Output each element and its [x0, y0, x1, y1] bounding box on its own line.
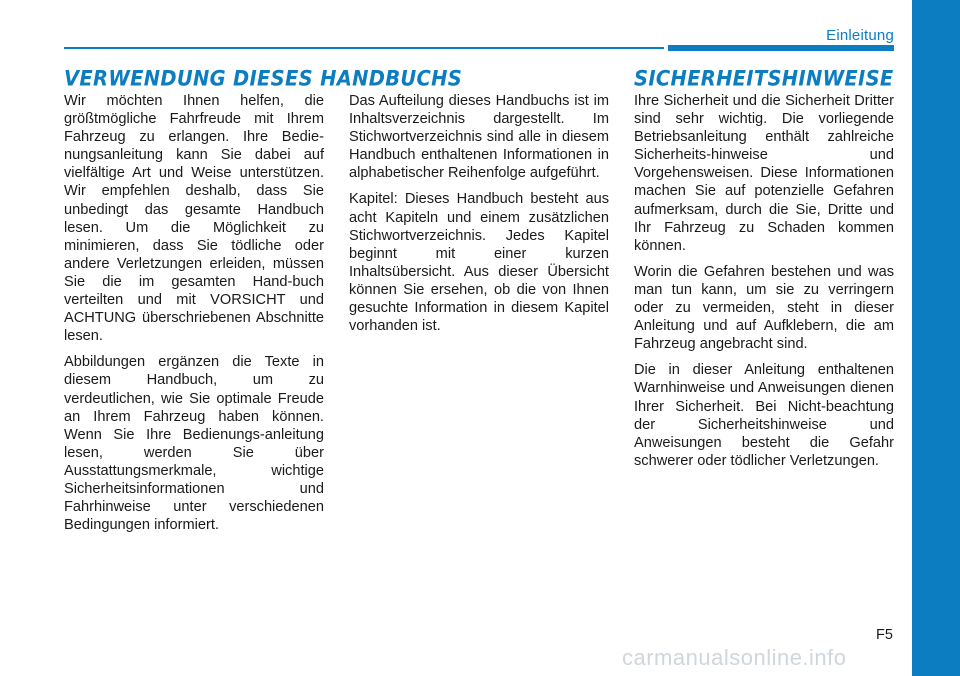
heading-sicherheitshinweise: SICHERHEITSHINWEISE — [634, 66, 894, 91]
header-rule-accent — [668, 45, 894, 51]
paragraph: Worin die Gefahren bestehen und was man tun kann, um sie zu verringern oder zu vermeiden, steht in dieser Anleitung und auf Aufklebern, die am Fahrzeug angebracht sind. — [634, 263, 894, 353]
header-rule — [64, 47, 664, 49]
column-1 — [64, 92, 324, 542]
page-number: F5 — [876, 627, 893, 643]
column-2 — [349, 92, 609, 343]
paragraph: Wir möchten Ihnen helfen, die größtmögliche Fahrfreude mit Ihrem Fahrzeug zu erlangen. Ihre Bedie-nungsanleitung kann Sie dabei auf vielfältige Art und Weise unterstützen. Wir empfehlen deshalb, dass Sie unbedingt das gesamte Handbuch lesen. Um die Möglichkeit zu minimieren, dass Sie tödliche oder andere Verletzungen erleiden, müssen Sie die im gesamten Hand-buch verteilten und mit VORSICHT und ACHTUNG überschriebenen Abschnitte lesen. — [64, 93, 324, 345]
paragraph: Ihre Sicherheit und die Sicherheit Dritter sind sehr wichtig. Die vorliegende Betriebsanleitung enthält zahlreiche Sicherheits-hinweise und Vorgehensweisen. Diese Informationen machen Sie auf potenzielle Gefahren aufmerksam, durch die Sie, Dritte und Ihr Fahrzeug zu Schaden kommen können. — [634, 93, 894, 254]
paragraph: Abbildungen ergänzen die Texte in diesem Handbuch, um zu verdeutlichen, wie Sie optimale Freude an Ihrem Fahrzeug haben können. Wenn Sie Ihre Bedienungs-anleitung lesen, werden Sie über Ausstattungsmerkmale, wichtige Sicherheitsinformationen und Fahrhinweise unter verschiedenen Bedingungen informiert. — [64, 354, 324, 534]
chapter-tab-bar — [912, 0, 960, 676]
column-3 — [634, 92, 894, 478]
section-label: Einleitung — [826, 27, 894, 44]
paragraph: Die in dieser Anleitung enthaltenen Warnhinweise und Anweisungen dienen Ihrer Sicherheit. Bei Nicht-beachtung der Sicherheitshinweise und Anweisungen besteht die Gefahr schwerer oder tödlicher Verletzungen. — [634, 362, 894, 469]
heading-verwendung: VERWENDUNG DIESES HANDBUCHS — [64, 66, 463, 91]
watermark: carmanualsonline.info — [622, 645, 847, 670]
paragraph: Kapitel: Dieses Handbuch besteht aus acht Kapiteln und einem zusätzlichen Stichwortverzeichnis. Jedes Kapitel beginnt mit einer kurzen Inhaltsübersicht. Aus dieser Übersicht können Sie ersehen, ob die von Ihnen gesuchte Information in diesem Kapitel vorhanden ist. — [349, 191, 609, 335]
paragraph: Das Aufteilung dieses Handbuchs ist im Inhaltsverzeichnis dargestellt. Im Stichwortverzeichnis sind alle in diesem Handbuch enthaltenen Informationen in alphabetischer Reihenfolge aufgeführt. — [349, 93, 609, 182]
